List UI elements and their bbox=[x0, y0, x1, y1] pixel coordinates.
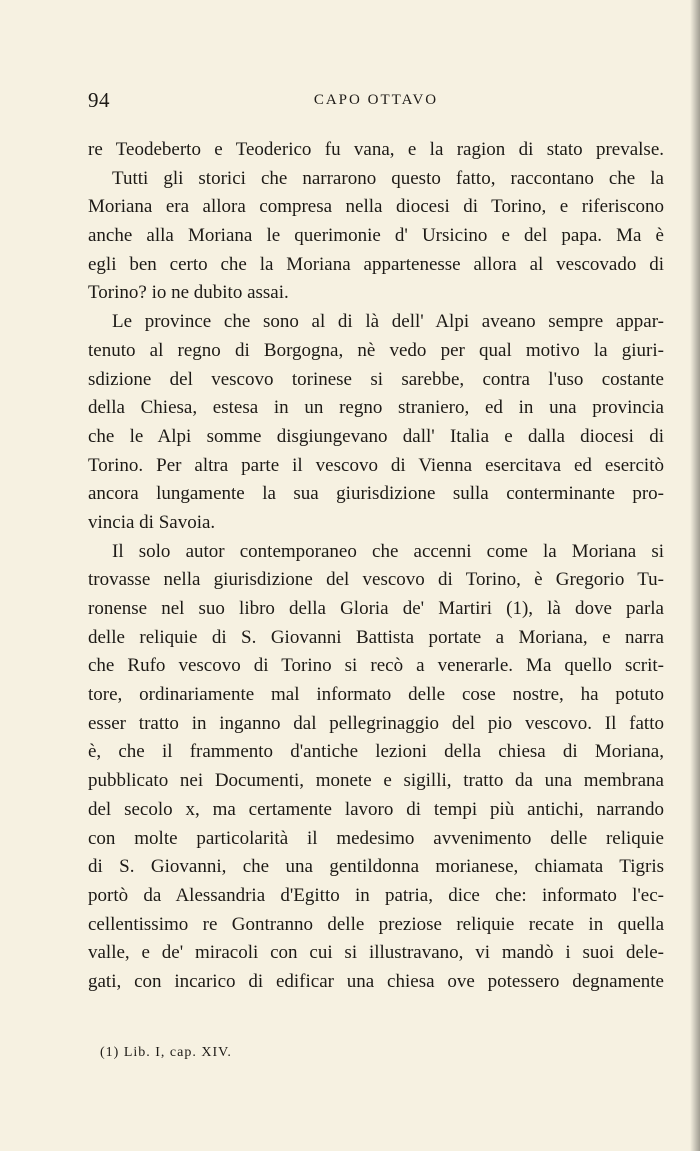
page-header bbox=[88, 88, 664, 116]
text-line: sdizione del vescovo torinese si sarebbe, contra l'uso costante bbox=[88, 368, 664, 390]
text-line: con molte particolarità il medesimo avvenimento delle reliquie bbox=[88, 827, 664, 849]
text-line: vincia di Savoia. bbox=[88, 511, 216, 533]
text-line: Moriana era allora compresa nella diocesi di Torino, e riferiscono bbox=[88, 196, 664, 218]
page-edge-shadow bbox=[690, 0, 700, 1151]
text-line: è, che il frammento d'antiche lezioni della chiesa di Moriana, bbox=[88, 741, 664, 763]
text-line: valle, e de' miracoli con cui si illustravano, vi mandò i suoi dele- bbox=[88, 942, 664, 964]
text-line: Il solo autor contemporaneo che accenni come la Moriana si bbox=[112, 540, 664, 562]
text-line: tore, ordinariamente mal informato delle cose nostre, ha potuto bbox=[88, 684, 664, 706]
text-line: gati, con incarico di edificar una chiesa ove potessero degnamente bbox=[88, 970, 664, 992]
text-line: delle reliquie di S. Giovanni Battista portate a Moriana, e narra bbox=[88, 626, 664, 648]
text-line: Torino? io ne dubito assai. bbox=[88, 282, 289, 304]
text-line: tenuto al regno di Borgogna, nè vedo per qual motivo la giuri- bbox=[88, 339, 664, 361]
text-line: anche alla Moriana le querimonie d' Ursicino e del papa. Ma è bbox=[88, 225, 664, 247]
text-line: che le Alpi somme disgiungevano dall' Italia e dalla diocesi di bbox=[88, 425, 664, 447]
text-line: portò da Alessandria d'Egitto in patria, dice che: informato l'ec- bbox=[88, 884, 664, 906]
text-line: ancora lungamente la sua giurisdizione sulla conterminante pro- bbox=[88, 483, 664, 505]
text-line: egli ben certo che la Moriana appartenesse allora al vescovado di bbox=[88, 253, 664, 275]
text-line: Le province che sono al di là dell' Alpi aveano sempre appar- bbox=[112, 311, 664, 333]
text-line: pubblicato nei Documenti, monete e sigilli, tratto da una membrana bbox=[88, 770, 664, 792]
text-line: cellentissimo re Gontranno delle preziose reliquie recate in quella bbox=[88, 913, 664, 935]
text-line: trovasse nella giurisdizione del vescovo di Torino, è Gregorio Tu- bbox=[88, 569, 664, 591]
text-line: di S. Giovanni, che una gentildonna morianese, chiamata Tigris bbox=[88, 856, 664, 878]
footnote: (1) Lib. I, cap. XIV. bbox=[100, 1045, 232, 1060]
running-title: CAPO OTTAVO bbox=[313, 92, 439, 108]
text-line: che Rufo vescovo di Torino si recò a venerarle. Ma quello scrit- bbox=[88, 655, 664, 677]
text-line: re Teodeberto e Teoderico fu vana, e la ragion di stato prevalse. bbox=[88, 139, 664, 160]
body-text bbox=[88, 136, 664, 997]
text-line: ronense nel suo libro della Gloria de' Martiri (1), là dove parla bbox=[88, 598, 664, 619]
text-line: Torino. Per altra parte il vescovo di Vienna esercitava ed esercitò bbox=[88, 454, 664, 476]
text-line: Tutti gli storici che narrarono questo fatto, raccontano che la bbox=[112, 167, 664, 189]
text-line: esser tratto in inganno dal pellegrinaggio del pio vescovo. Il fatto bbox=[88, 712, 664, 734]
page-number: 94 bbox=[88, 88, 110, 112]
text-line: della Chiesa, estesa in un regno straniero, ed in una provincia bbox=[88, 397, 664, 419]
text-line: del secolo x, ma certamente lavoro di tempi più antichi, narrando bbox=[88, 798, 664, 820]
